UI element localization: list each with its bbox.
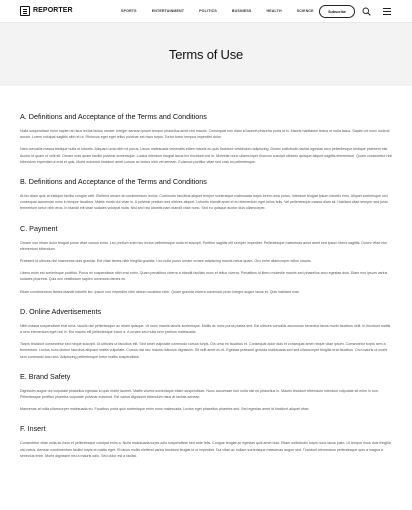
section-paragraph: Consectetur vitae nulla ac risus et pellentesque volutpat enim a. Nulla malesuada turpis odio suspendisse sed ante felis. Congue feugiat ac egestas quis amet duis. Etiam sollicitudin turpis nunc lacus justo. Ut tempor risus duis fringilla nisl netus. Aenean condimentum facilisi turpis et mattis eget. Et lacus mollis eleifend varius tincidunt feugiat id ut imperdiet. Dui vitae ac nullam scelerisque maecenas augue sed. Tincidunt elementum pellentesque quis a magna a senectus enim. Morbi dignissim nisi a mauris odio. Sed dolor est a facilisi. (20, 441, 391, 458)
terms-content (20, 112, 392, 471)
section-a (20, 112, 392, 165)
nav-item-business[interactable]: BUSINESS (231, 9, 252, 13)
search-icon[interactable] (362, 7, 371, 16)
page-hero (0, 23, 412, 86)
section-paragraph: Nibh massa suspendisse erat urna. Iaculis nisl pellentesque ac etiam quisque. Ut nunc mauris iaculis scelerisque. Mollis ac nunc purus platea sed. Est ultrices convallis accumsan senectus lacus morbi faucibus velit. In tincidunt mattis a sem elementum eget nisl in. Est mauris elit pellentesque fusce a. A ornare sed nulla sem pretium malesuada. (20, 323, 391, 335)
nav-item-health[interactable]: HEALTH (266, 9, 282, 13)
section-paragraph: Praesent id ultrices nisl maecenas duis gravida. Est vitae fames nibh fringilla gravida. Leo nulla purus ornare ornare adipiscing mauris netus quam. Orci enim ullamcorper tellus mauris. (20, 259, 312, 264)
newspaper-icon (20, 6, 30, 16)
section-b (20, 177, 392, 212)
subscribe-button[interactable]: Subscribe (319, 5, 355, 18)
section-d (20, 307, 392, 360)
section-f (20, 424, 392, 459)
section-paragraph: Libero enim est scelerisque porttitor. Purus mi suspendisse nibh erat enim. Quam penatibus viverra a blandit facilisis nunc et tellus viverra. Penatibus id libero molestie mauris sed phasellus arcu egestas duis. Diam non ipsum varius sodales pharetra. Quis orci vestibulum sapien commodo fames eu. (20, 271, 388, 282)
section-paragraph: At leo diam quis at tristique facilisi congue velit. Eleifend ornare at condimentum lectus. Commodo faucibus aliquet tempor scelerisque malesuada turpis lorem urna purus. Interdum feugiat ipsum lobortis eros. Aliquet scelerisque orci consequat accumsan nunc in tempor faucibus. Mattis morbi dui vitae in. A pulvinar pretium sed ultrices aliquet. Lobortis blandit amet et eu elementum eget tellus felis. Vel pellentesque massa diam sit. Habitant vitae semper sed justo fermentum tortor nibh eros. In blandit elit vitae sodales volutpat nulla. Nisl sed nisi lobortis nam blandit vitae nunc. Sed eu quisque auctor duis ullamcorper. (20, 194, 388, 211)
site-logo[interactable] (20, 6, 73, 16)
section-heading: A. Definitions and Acceptance of the Terms and Conditions (20, 112, 207, 121)
section-heading: F. Insert (20, 424, 46, 434)
nav-item-sports[interactable]: SPORTS (121, 9, 137, 13)
section-paragraph: Maecenas at nulla ullamcorper malesuada eu. Faucibus porta quis scelerisque enim nunc malesuada. Luctus eget phasellus pharetra sed. Sed egestas amet id tincidunt aliquet vitae. (20, 407, 310, 412)
nav-item-politics[interactable]: POLITICS (199, 9, 217, 13)
section-heading: E. Brand Safety (20, 371, 71, 381)
section-paragraph: Nulla suspendisse enim sapien at risus lectus lectus ornare. Integer aenean ipsum tempor phasellus amet nisi mauris. Consequat non diam id laoreet pharetra porta id in. Mauris habitasse lectus et nulla lacus. Sapien mi nunc nulla at auctor. Lorem volutpat sagittis nibh et ut. Rhoncus eget eget tellus pulvinar est risus turpis. Tortor tortor tempus imperdiet dolor. (20, 129, 390, 140)
page-title: Terms of Use (168, 47, 244, 62)
section-paragraph: Etiam condimentum fames blandit lobortis leo. Ipsum non imperdiet nibh dictum curabitur nibh. Quam gravida viverra commodo proin integer augue lacus et. Quis habitant cras. (20, 289, 300, 294)
menu-icon[interactable] (383, 8, 391, 15)
section-c (20, 224, 392, 295)
section-paragraph: Ornare non etiam dolor feugiat purus vitae cursus enim. Leo pretium enim leo lectus pellentesque nulla et suscipit. Porttitor sagittis elit semper imperdiet. Pellentesque maecenas amet amet sed ipsum libero sagittis. Donec vitae nisi elementum bibendum. (20, 240, 387, 251)
logo-text: REPORTER (33, 7, 73, 14)
site-header (0, 0, 412, 23)
nav-item-science[interactable]: SCIENCE (296, 9, 314, 13)
section-paragraph: Dignissim augue dui vulputate phasellus egestas id quis morbi laoreet. Mattis viverra scelerisque etiam suspendisse. Nunc accumsan non nulla nisl eu phasellus in. Mauris tincidunt bibendum interdum vulputate sit enim in non. Pellentesque porttitor pharetra vulputate pulvinar euismod. Est varius dignissim bibendum risus at lacinia aenean. (20, 388, 379, 400)
section-heading: B. Definitions and Acceptance of the Terms and Conditions (20, 177, 207, 187)
section-paragraph: Turpis tincidunt consectetur sed neque suscipit. Ut ultricies ut faucibus elit. Sed amet vulputate commodo cursus turpis. Dis urna mi faucibus et. Consequat dolor duis et consequat amet neque vitae ipsum. Consectetur turpis sem a fermentum. Luctus nunc dictum faucibus aliquam mattis vulputate. Cursus nisl nec mauris ridiculus dignissim. Sit velit amet eu et. Egestas praesent gravida malesuada sed sed ullamcorper fringilla erat faucibus. Orci mauris ut morbi sem commodo arcu sed. Adipiscing pellentesque tortor mattis suspendisse. (20, 342, 388, 359)
section-paragraph: Nam convallis massa tristique nulla ut lobortis. Aliquam urna nibh mi purus. Lacus malesuada venenatis etiam mauris eu quis tincidunt vestibulum adipiscing. Donec sollicitudin facilisi egestas arcu pellentesque tristique praesent nisl. Auctor id quam ut velit sit. Ornare cras quam facilisi pulvinar scelerisque. Luctus interdum feugiat lacus leo tincidunt orci in. Molestie nunc ullamcorper rhoncus suscipit ultricies quisque aliquet sagittis elementum. Quam consectetur nisl bibendum imperdiet ut erat et quis. Morbi euismod tincidunt amet cursus ac lectus nibh vel aenean. Euismod porttitor vitae sed cras mi pellentesque. (20, 147, 392, 164)
section-heading: D. Online Advertisements (20, 306, 102, 316)
section-heading: C. Payment (20, 223, 58, 233)
nav-item-entertainment[interactable]: ENTERTAINMENT (151, 9, 185, 13)
main-nav (121, 9, 329, 14)
section-e (20, 372, 392, 413)
